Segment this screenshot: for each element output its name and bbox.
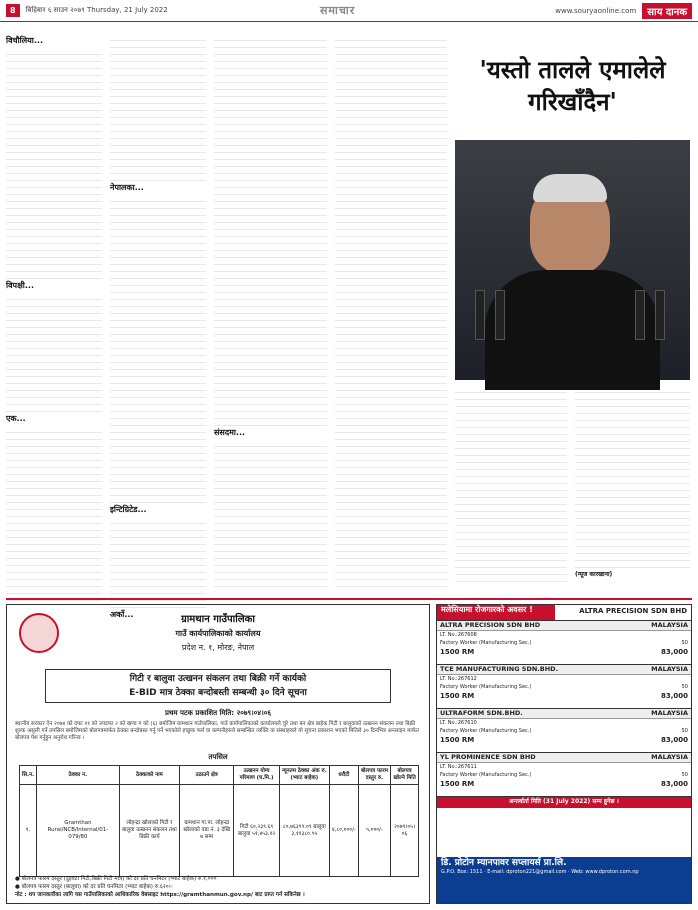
newspaper-logo: साय दानक — [642, 3, 692, 19]
article-column-6 — [575, 386, 690, 594]
country-label: MALAYSIA — [651, 709, 688, 717]
page-number: 8 — [6, 4, 20, 17]
tender-notice-ad — [6, 604, 430, 904]
lt-number: LT. No.:267612 — [440, 675, 477, 682]
banner-line-2: E-BID मात्र ठेक्का बन्दोबस्ती सम्बन्धी ३० दिने सूचना — [129, 688, 307, 698]
publication-date: प्रथम पटक प्रकाशित मिति: २०७९।०४।०६ — [164, 709, 272, 717]
interview-deadline: अन्तर्वार्ता मिति (31 July 2022) सम्म हुनेछ । — [437, 797, 691, 808]
company-name: ALTRA PRECISION SDN BHD — [440, 621, 541, 629]
lt-number: LT. No.:267608 — [440, 631, 477, 638]
table-cell: ४,८०,०००/- — [329, 785, 358, 877]
section-heading: संसदमा... — [214, 428, 246, 437]
section-heading: एक... — [6, 414, 26, 423]
job-title: Factory Worker (Manufacturing Sec.) — [440, 684, 532, 690]
company-name: ULTRAFORM SDN.BHD. — [440, 709, 523, 717]
section-label: समाचार — [320, 4, 356, 17]
lt-number: LT. No.:267611 — [440, 763, 477, 770]
article-column-1 — [6, 34, 102, 594]
section-heading: विपक्षी... — [6, 281, 34, 290]
notice-intro: स्थानीय सरकार ऐन २०७४ को दफा ११ को उपदफा २ को खण्ड ग को (६) बमोजिम ग्रामथान गाउँपालिका, गाउँ कार्यपालिकाको कार्यालयले चुरे तथा बन क्षेत्र बाहेक गिटी र बालुवाको उत्खनन संकलन तथा बिक्री शुल्क असुली गर्ने तपसिल बमोजिमको बोलपत्रमार्फत ठेक्का बन्दोबस्त गर्नु पर्ने भएकोले इच्छुक फर्म वा कम्पनीहरुले सम्बन्धित व्यक्ति वा संस्थाहरुले यो सूचना प्रकाशन भएको मितिले ३० दिनभित्र अनलाइन मार्फत बोलपत्र पेश गर्नुहुन अनुरोध गरिन्छ । — [15, 721, 419, 741]
table-cell: ग्रामथान गा.पा. लोहन्द्रा खोलाको वडा नं. ३ देखि ७ सम्म — [180, 785, 234, 877]
tapsil-label: तपसिल — [208, 753, 228, 761]
job-title: Factory Worker (Manufacturing Sec.) — [440, 772, 532, 778]
office-sub: गाउँ कार्यपालिकाको कार्यालय — [175, 629, 261, 638]
table-header: सि.न. — [20, 766, 37, 785]
job-salary: 1500 RM — [440, 779, 475, 788]
tender-table — [19, 765, 419, 877]
section-divider — [6, 598, 692, 600]
page-header — [0, 0, 698, 22]
office-address: प्रदेश न. १, मोरङ, नेपाल — [181, 643, 255, 652]
job-title: Factory Worker (Manufacturing Sec.) — [440, 640, 532, 646]
table-cell: लोहन्द्रा खोलाको गिटी र बालुवा उत्खनन संकलन तथा बिक्री कार्य — [119, 785, 180, 877]
main-headline: 'यस्तो तालले एमालेले गरिखाँदैन' — [479, 55, 666, 116]
country-label: MALAYSIA — [651, 621, 688, 629]
country-label: MALAYSIA — [651, 665, 688, 673]
table-cell: १. — [20, 785, 37, 877]
job-salary: 1500 RM — [440, 647, 475, 656]
note-line: ● बोलपत्र फारम दस्तुर (बालुवा) को दर प्रति घनमिटर (भ्याट बाहेक) रु.६२०।- — [15, 884, 173, 890]
jobs-ad-header — [437, 605, 691, 621]
job-title: Factory Worker (Manufacturing Sec.) — [440, 728, 532, 734]
article-column-2 — [110, 34, 206, 619]
dateline: बिहिबार ६ साउन २०७९ Thursday, 21 July 2022 — [25, 6, 168, 14]
article-column-5 — [455, 386, 567, 594]
table-header: न्यूनतम ठेक्का अंक रु. (भ्याट बाहेक) — [279, 766, 329, 785]
country-label: MALAYSIA — [651, 753, 688, 761]
microphone-icon — [495, 290, 505, 340]
lt-number: LT. No.:267610 — [440, 719, 477, 726]
company-name: TCE MANUFACTURING SDN.BHD. — [440, 665, 559, 673]
table-header: धरौटी — [329, 766, 358, 785]
job-qty: 50 — [681, 684, 688, 690]
person-body — [485, 270, 660, 390]
microphone-icon — [655, 290, 665, 340]
section-heading: विचौलिया... — [6, 36, 43, 45]
agency-footer — [437, 857, 691, 903]
government-emblem-icon — [19, 613, 59, 653]
jobs-ad — [436, 604, 692, 904]
microphone-icon — [475, 290, 485, 340]
agency-name: डि. प्रोटोन म्यानपावर सप्लायर्स प्रा.लि. — [441, 858, 567, 868]
company-block — [437, 709, 691, 753]
company-block — [437, 753, 691, 797]
table-row — [20, 785, 419, 877]
job-rate: 83,000 — [660, 647, 688, 656]
job-salary: 1500 RM — [440, 735, 475, 744]
person-cap — [533, 174, 607, 202]
article-end-credit: (न्यूज कारखाना) — [575, 571, 613, 578]
table-header: बोलपत्र खोल्ने मिति — [391, 766, 419, 785]
table-header: उठाउने क्षेत्र — [180, 766, 234, 785]
agency-address: G.P.O. Box: 1511 · E-mail: dproton221@gmail.com · Web: www.dproton.com.np — [441, 868, 639, 875]
company-block — [437, 665, 691, 709]
table-header-row — [20, 766, 419, 785]
note-line: नोट : थप जानकारीका लागि यस गाउँपालिकाको आधिकारिक वेबसाइट https://gramthanmun.gov.np/ बाट प्राप्त गर्न सकिनेछ । — [15, 892, 305, 898]
notice-notes — [15, 875, 421, 899]
company-name: YL PROMINENCE SDN BHD — [440, 753, 536, 761]
microphone-icon — [635, 290, 645, 340]
job-rate: 83,000 — [660, 735, 688, 744]
section-heading: नेपालका... — [110, 183, 144, 192]
section-heading: इन्टिग्रिटेड... — [110, 505, 147, 514]
table-cell: गिटी ६०,२३९.६९ बालुवा ५१,४५३.१२ — [234, 785, 280, 877]
website-link[interactable]: www.souryaonline.com — [555, 6, 637, 15]
table-cell: ५,०००/- — [358, 785, 390, 877]
table-header: ठेक्काको नाम — [119, 766, 180, 785]
table-cell: Gramthan Rural/NCB/Internal/01-079/80 — [37, 785, 120, 877]
notice-banner — [45, 669, 391, 703]
company-block — [437, 621, 691, 665]
note-line: ● बोलपत्र फारम दस्तुर (दुइवटा गिटी,बिक्री गिटी मात्र) को दर प्रति घनमिटर (भ्याट बाहेक) रु.१,००० — [15, 876, 217, 882]
jobs-ad-title: मलेसियामा रोजगारको अवसर ! — [437, 605, 555, 620]
page-info — [6, 4, 168, 17]
article-column-4 — [335, 34, 447, 594]
job-rate: 83,000 — [660, 691, 688, 700]
job-salary: 1500 RM — [440, 691, 475, 700]
table-header: उत्खनन योग्य परिमाण (घ.मि.) — [234, 766, 280, 785]
job-qty: 50 — [681, 728, 688, 734]
news-photo — [455, 140, 690, 380]
job-qty: 50 — [681, 640, 688, 646]
office-header — [7, 605, 429, 667]
banner-line-1: गिटी र बालुवा उत्खनन संकलन तथा बिक्री गर्ने कार्यको — [129, 674, 307, 684]
table-cell: ८०,७६३९९.०९ बालुवा ३,११३८०.९५ — [279, 785, 329, 877]
table-header: ठेक्का न. — [37, 766, 120, 785]
office-name: ग्रामथान गाउँपालिका — [181, 614, 255, 625]
table-header: बोलपत्र फारम दस्तुर रु. — [358, 766, 390, 785]
table-cell: २०७९।०५।०६ — [391, 785, 419, 877]
job-qty: 50 — [681, 772, 688, 778]
article-column-3 — [214, 34, 327, 594]
jobs-ad-right-title: ALTRA PRECISION SDN BHD — [579, 607, 687, 615]
job-rate: 83,000 — [660, 779, 688, 788]
section-heading: अर्को... — [110, 610, 134, 619]
header-right — [555, 3, 692, 19]
